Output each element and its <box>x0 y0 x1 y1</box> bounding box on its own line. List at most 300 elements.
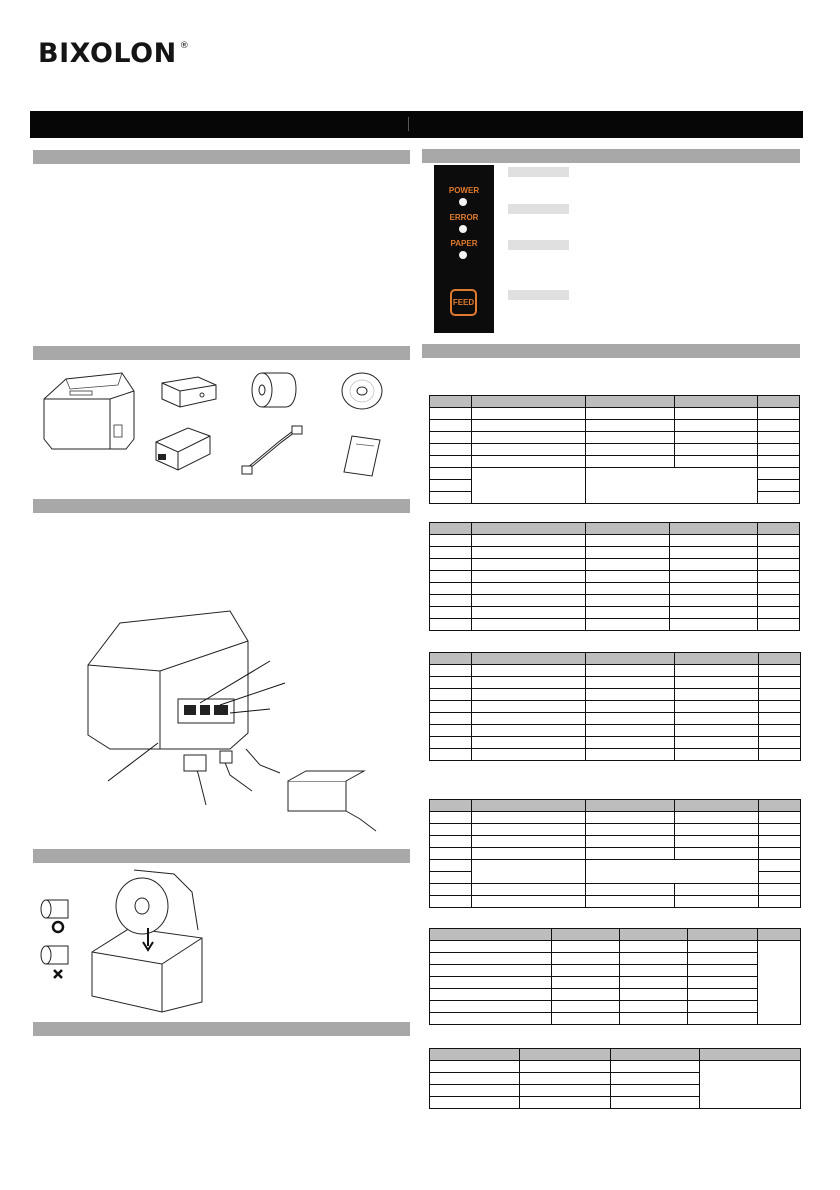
table-cell <box>430 737 472 749</box>
paper-roll-correct-icon <box>38 896 78 936</box>
table-row <box>430 571 800 583</box>
control-panel <box>434 165 494 333</box>
paper-roll-illustration <box>250 367 298 413</box>
table-cell <box>759 725 801 737</box>
table-cell <box>472 836 586 848</box>
table-row <box>430 535 800 547</box>
table-cell <box>586 547 670 559</box>
table-cell <box>430 583 472 595</box>
table-cell <box>430 444 472 456</box>
table-row <box>430 583 800 595</box>
error-label: ERROR <box>449 213 479 222</box>
table-cell <box>586 800 675 812</box>
table-row <box>430 408 800 420</box>
table-row <box>430 432 800 444</box>
table-cell <box>430 480 472 492</box>
table-row <box>430 896 801 908</box>
table-cell <box>430 1013 552 1025</box>
table-cell <box>520 1073 611 1085</box>
table-cell <box>430 523 472 535</box>
table-cell <box>620 929 688 941</box>
table-cell <box>430 665 472 677</box>
section-bar-left-2 <box>33 346 410 360</box>
table-cell <box>472 713 586 725</box>
table-cell <box>670 547 758 559</box>
table-cell <box>675 812 759 824</box>
table-cell <box>675 824 759 836</box>
table-cell <box>670 595 758 607</box>
table-cell <box>670 559 758 571</box>
table-cell <box>552 929 620 941</box>
table-cell <box>670 535 758 547</box>
table-cell <box>586 812 675 824</box>
feed-button[interactable]: FEED <box>450 289 477 316</box>
table-cell <box>620 953 688 965</box>
table-cell <box>520 1049 611 1061</box>
power-cord-icon <box>240 424 306 476</box>
table-cell <box>759 689 801 701</box>
table-row <box>430 725 801 737</box>
power-adapter-illustration <box>152 424 216 474</box>
table-cell <box>700 1049 801 1061</box>
table-cell <box>430 396 472 408</box>
section-bar-left-1 <box>33 150 410 164</box>
table-cell <box>552 1013 620 1025</box>
table-cell <box>675 737 759 749</box>
table-cell <box>430 848 472 860</box>
table-cell <box>758 523 800 535</box>
table-row <box>430 713 801 725</box>
table-cell <box>472 523 586 535</box>
table-cell <box>430 456 472 468</box>
table-cell <box>688 1013 758 1025</box>
table-cell <box>430 713 472 725</box>
table-cell <box>472 619 586 631</box>
table-cell <box>430 595 472 607</box>
table-cell <box>430 725 472 737</box>
table-cell <box>758 468 800 480</box>
table-cell <box>675 836 759 848</box>
table-cell <box>430 953 552 965</box>
table-cell <box>675 884 759 896</box>
table-cell <box>620 965 688 977</box>
table-row <box>430 701 801 713</box>
table-cell <box>758 432 800 444</box>
table-row <box>430 749 801 761</box>
table-cell <box>586 559 670 571</box>
table-cell <box>759 848 801 860</box>
table-cell <box>675 848 759 860</box>
table-cell <box>552 989 620 1001</box>
cable-connection-illustration <box>80 605 390 845</box>
table-cell <box>472 408 586 420</box>
table-cell <box>675 725 759 737</box>
table-cell <box>586 836 675 848</box>
settings-table-4 <box>429 799 801 908</box>
table-cell <box>759 836 801 848</box>
table-cell <box>670 619 758 631</box>
table-cell <box>758 929 801 941</box>
table-cell <box>586 677 675 689</box>
table-cell <box>520 1061 611 1073</box>
table-cell <box>586 583 670 595</box>
table-cell <box>586 653 675 665</box>
table-cell <box>472 547 586 559</box>
table-cell <box>586 884 675 896</box>
section-bar-right-1 <box>422 149 800 163</box>
table-row <box>430 953 801 965</box>
table-cell <box>586 408 675 420</box>
table-cell <box>759 824 801 836</box>
table-cell <box>611 1049 700 1061</box>
table-cell <box>472 559 586 571</box>
table-cell <box>670 583 758 595</box>
table-cell <box>758 456 800 468</box>
table-cell <box>586 456 675 468</box>
table-header-row <box>430 653 801 665</box>
table-row <box>430 444 800 456</box>
table-cell <box>430 989 552 1001</box>
table-cell <box>758 941 801 1025</box>
table-cell <box>472 444 586 456</box>
paper-label: PAPER <box>450 239 478 248</box>
table-cell <box>472 420 586 432</box>
table-cell <box>552 977 620 989</box>
table-cell <box>552 1001 620 1013</box>
table-cell <box>430 559 472 571</box>
table-cell <box>472 396 586 408</box>
label-tag-error <box>508 204 569 214</box>
table-row <box>430 677 801 689</box>
table-cell <box>758 583 800 595</box>
table-row <box>430 836 801 848</box>
title-bar-divider <box>408 117 409 131</box>
table-cell <box>430 607 472 619</box>
table-row <box>430 689 801 701</box>
table-cell <box>586 896 675 908</box>
registered-mark: ® <box>179 41 190 51</box>
table-cell <box>472 800 586 812</box>
table-cell <box>675 444 758 456</box>
table-cell <box>759 713 801 725</box>
table-cell <box>758 444 800 456</box>
settings-table-2 <box>429 522 800 631</box>
table-cell <box>759 884 801 896</box>
table-row <box>430 665 801 677</box>
table-cell <box>552 953 620 965</box>
table-cell <box>675 749 759 761</box>
table-cell <box>586 607 670 619</box>
table-cell <box>472 653 586 665</box>
table-cell <box>675 677 759 689</box>
brand-logo <box>38 38 189 69</box>
table-row <box>430 965 801 977</box>
table-cell <box>430 420 472 432</box>
table-cell <box>620 1013 688 1025</box>
table-cell <box>670 607 758 619</box>
table-cell <box>688 989 758 1001</box>
printer-illustration <box>40 365 140 453</box>
table-cell <box>586 749 675 761</box>
table-cell <box>675 713 759 725</box>
table-cell <box>586 713 675 725</box>
label-tag-power <box>508 167 569 177</box>
table-cell <box>759 896 801 908</box>
table-cell <box>430 677 472 689</box>
table-cell <box>472 665 586 677</box>
table-cell <box>472 535 586 547</box>
table-cell <box>472 432 586 444</box>
table-cell <box>670 523 758 535</box>
table-cell <box>472 824 586 836</box>
table-cell <box>430 929 552 941</box>
table-cell <box>430 689 472 701</box>
table-cell <box>675 653 759 665</box>
table-cell <box>430 896 472 908</box>
table-header-row <box>430 1049 801 1061</box>
table-cell <box>758 595 800 607</box>
table-cell <box>430 432 472 444</box>
label-tag-paper <box>508 240 569 250</box>
table-row <box>430 824 801 836</box>
settings-table-6 <box>429 1048 801 1109</box>
settings-table-5 <box>429 928 801 1025</box>
table-cell <box>430 872 472 884</box>
table-cell <box>611 1061 700 1073</box>
table-cell <box>758 492 800 504</box>
table-cell <box>430 749 472 761</box>
table-cell <box>430 884 472 896</box>
table-cell <box>620 1001 688 1013</box>
table-cell <box>430 408 472 420</box>
table-cell <box>430 653 472 665</box>
table-cell <box>430 836 472 848</box>
table-cell <box>430 1049 520 1061</box>
table-cell <box>430 492 472 504</box>
table-cell <box>759 749 801 761</box>
table-cell <box>430 535 472 547</box>
table-cell <box>430 619 472 631</box>
section-bar-left-4 <box>33 849 410 863</box>
table-cell <box>472 571 586 583</box>
table-cell <box>520 1097 611 1109</box>
table-cell <box>611 1085 700 1097</box>
table-cell <box>472 848 586 860</box>
table-cell <box>586 535 670 547</box>
table-cell <box>430 977 552 989</box>
section-bar-right-2 <box>422 344 800 358</box>
table-cell <box>675 456 758 468</box>
table-cell <box>472 583 586 595</box>
table-cell <box>675 432 758 444</box>
table-cell <box>472 607 586 619</box>
table-cell <box>675 800 759 812</box>
table-header-row <box>430 929 801 941</box>
table-cell <box>758 619 800 631</box>
table-row <box>430 737 801 749</box>
table-row <box>430 619 800 631</box>
table-header-row <box>430 523 800 535</box>
table-cell <box>472 812 586 824</box>
table-cell <box>586 848 675 860</box>
table-cell <box>472 595 586 607</box>
table-cell <box>472 677 586 689</box>
table-cell <box>586 689 675 701</box>
table-cell <box>430 1097 520 1109</box>
table-cell <box>759 737 801 749</box>
brand-name: BIXOLON <box>38 38 177 69</box>
settings-table-3 <box>429 652 801 761</box>
table-cell <box>586 432 675 444</box>
table-cell <box>758 535 800 547</box>
error-led-icon <box>459 225 467 233</box>
table-cell <box>472 896 586 908</box>
table-cell <box>586 701 675 713</box>
table-cell <box>586 725 675 737</box>
table-cell <box>758 408 800 420</box>
table-cell <box>675 665 759 677</box>
table-cell <box>472 749 586 761</box>
power-label: POWER <box>448 186 480 195</box>
table-cell <box>586 737 675 749</box>
table-row <box>430 420 800 432</box>
table-cell <box>688 953 758 965</box>
table-cell <box>675 420 758 432</box>
table-cell <box>586 420 675 432</box>
table-cell <box>586 468 758 504</box>
table-cell <box>620 941 688 953</box>
table-cell <box>759 701 801 713</box>
table-cell <box>758 480 800 492</box>
paper-roll-incorrect-icon <box>38 942 78 982</box>
table-cell <box>586 523 670 535</box>
table-row <box>430 607 800 619</box>
table-cell <box>759 860 801 872</box>
table-row <box>430 848 801 860</box>
table-cell <box>670 571 758 583</box>
section-bar-left-3 <box>33 499 410 513</box>
table-row <box>430 941 801 953</box>
table-cell <box>675 896 759 908</box>
table-cell <box>759 665 801 677</box>
table-cell <box>472 689 586 701</box>
table-cell <box>430 1061 520 1073</box>
table-cell <box>520 1085 611 1097</box>
table-row <box>430 456 800 468</box>
table-row <box>430 468 800 480</box>
table-cell <box>759 653 801 665</box>
table-cell <box>611 1073 700 1085</box>
paper-led-icon <box>459 251 467 259</box>
table-cell <box>430 1001 552 1013</box>
table-cell <box>472 884 586 896</box>
table-cell <box>675 408 758 420</box>
table-cell <box>758 559 800 571</box>
table-row <box>430 860 801 872</box>
table-cell <box>430 1073 520 1085</box>
table-cell <box>430 860 472 872</box>
section-bar-left-5 <box>33 1022 410 1036</box>
table-header-row <box>430 396 800 408</box>
table-cell <box>430 941 552 953</box>
table-row <box>430 559 800 571</box>
table-cell <box>758 607 800 619</box>
table-row <box>430 884 801 896</box>
table-cell <box>759 800 801 812</box>
table-row <box>430 1061 801 1073</box>
table-cell <box>675 396 758 408</box>
table-cell <box>430 824 472 836</box>
table-cell <box>586 444 675 456</box>
table-cell <box>586 595 670 607</box>
manual-icon <box>340 434 384 478</box>
power-led-icon <box>459 198 467 206</box>
table-cell <box>430 965 552 977</box>
table-cell <box>586 571 670 583</box>
table-cell <box>472 860 586 884</box>
table-cell <box>688 929 758 941</box>
table-cell <box>758 571 800 583</box>
settings-table-1-grid <box>429 395 800 504</box>
table-cell <box>688 965 758 977</box>
table-cell <box>552 965 620 977</box>
table-cell <box>758 547 800 559</box>
table-cell <box>586 860 759 884</box>
table-cell <box>620 977 688 989</box>
table-cell <box>688 1001 758 1013</box>
table-cell <box>759 812 801 824</box>
table-cell <box>430 812 472 824</box>
table-cell <box>758 396 800 408</box>
table-cell <box>586 619 670 631</box>
table-row <box>430 989 801 1001</box>
table-cell <box>430 1085 520 1097</box>
table-cell <box>758 420 800 432</box>
table-cell <box>586 824 675 836</box>
cd-icon <box>340 369 384 413</box>
table-cell <box>552 941 620 953</box>
table-cell <box>472 468 586 504</box>
label-tag-feed <box>508 290 569 300</box>
table-row <box>430 595 800 607</box>
table-row <box>430 1001 801 1013</box>
table-cell <box>586 396 675 408</box>
table-cell <box>472 725 586 737</box>
table-cell <box>675 689 759 701</box>
table-cell <box>430 800 472 812</box>
table-cell <box>430 701 472 713</box>
table-cell <box>700 1061 801 1109</box>
table-cell <box>472 701 586 713</box>
paper-loading-illustration <box>90 864 210 1014</box>
table-cell <box>611 1097 700 1109</box>
table-cell <box>472 456 586 468</box>
table-cell <box>586 665 675 677</box>
table-row <box>430 977 801 989</box>
table-row <box>430 547 800 559</box>
table-cell <box>430 468 472 480</box>
table-header-row <box>430 800 801 812</box>
table-row <box>430 1013 801 1025</box>
table-cell <box>430 547 472 559</box>
power-switch-cover-illustration <box>154 373 220 413</box>
table-cell <box>472 737 586 749</box>
table-row <box>430 812 801 824</box>
title-bar <box>30 111 803 138</box>
table-cell <box>688 941 758 953</box>
table-cell <box>430 571 472 583</box>
table-cell <box>759 872 801 884</box>
